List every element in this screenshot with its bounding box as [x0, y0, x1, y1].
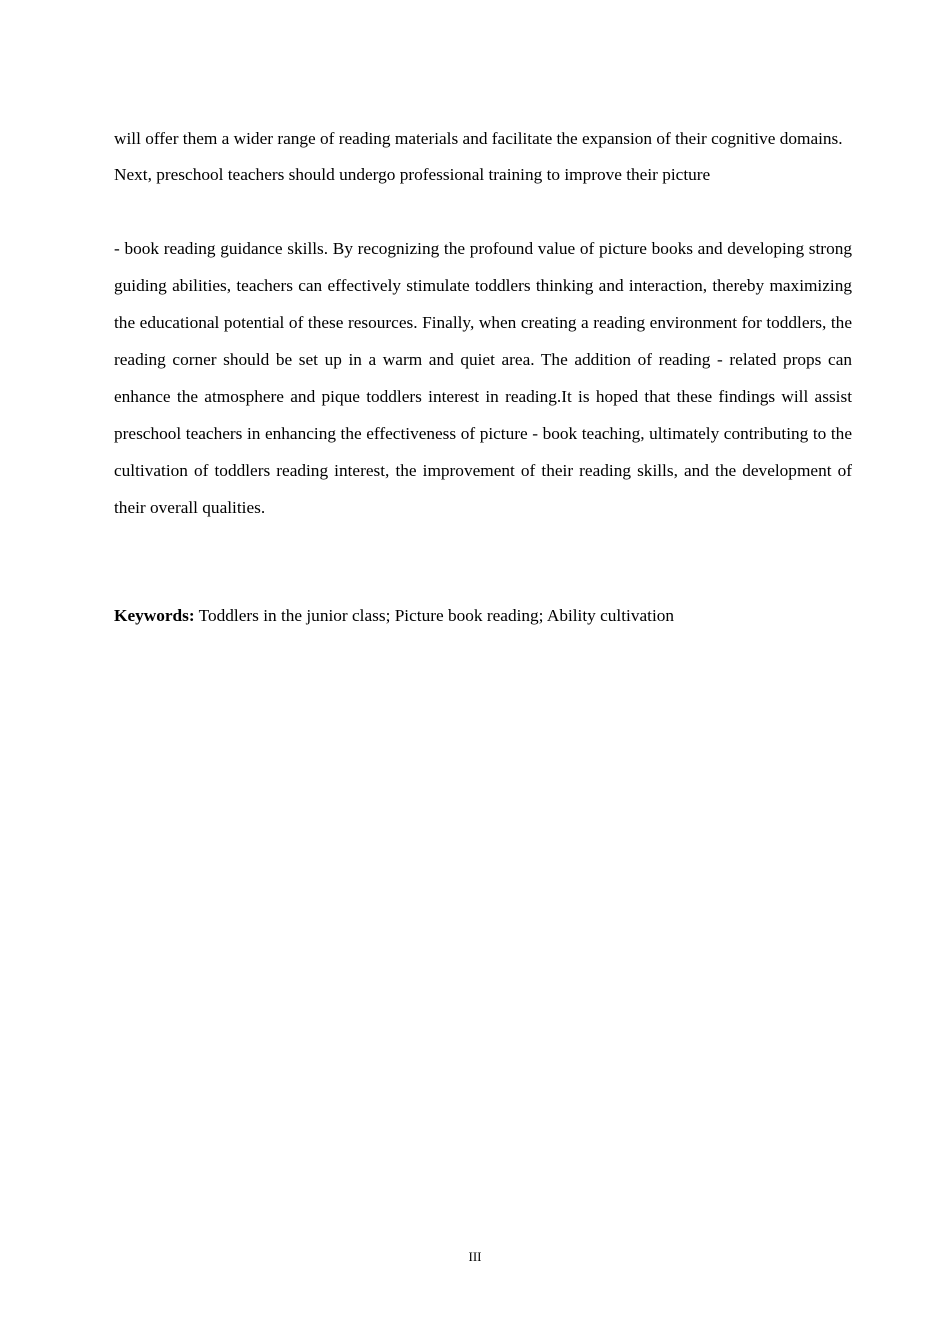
keywords-line — [114, 601, 852, 631]
page-number: III — [468, 1249, 482, 1264]
body-paragraph-1: will offer them a wider range of reading materials and facilitate the expansion of their cognitive domains. Next, preschool teachers should undergo professional training to improve their picture — [114, 129, 843, 184]
keywords-text: Toddlers in the junior class; Picture book reading; Ability cultivation — [194, 606, 675, 625]
body-paragraph-2: - book reading guidance skills. By recognizing the profound value of picture books and developing strong guiding abilities, teachers can effectively stimulate toddlers thinking and interaction, thereby maximizing the educational potential of these resources. Finally, when creating a reading environment for toddlers, the reading corner should be set up in a warm and quiet area. The addition of reading - related props can enhance the atmosphere and pique toddlers interest in reading.It is hoped that these findings will assist preschool teachers in enhancing the effectiveness of picture - book teaching, ultimately contributing to the cultivation of toddlers reading interest, the improvement of their reading skills, and the development of their overall qualities. — [114, 239, 852, 517]
keywords-label: Keywords: — [114, 606, 195, 625]
